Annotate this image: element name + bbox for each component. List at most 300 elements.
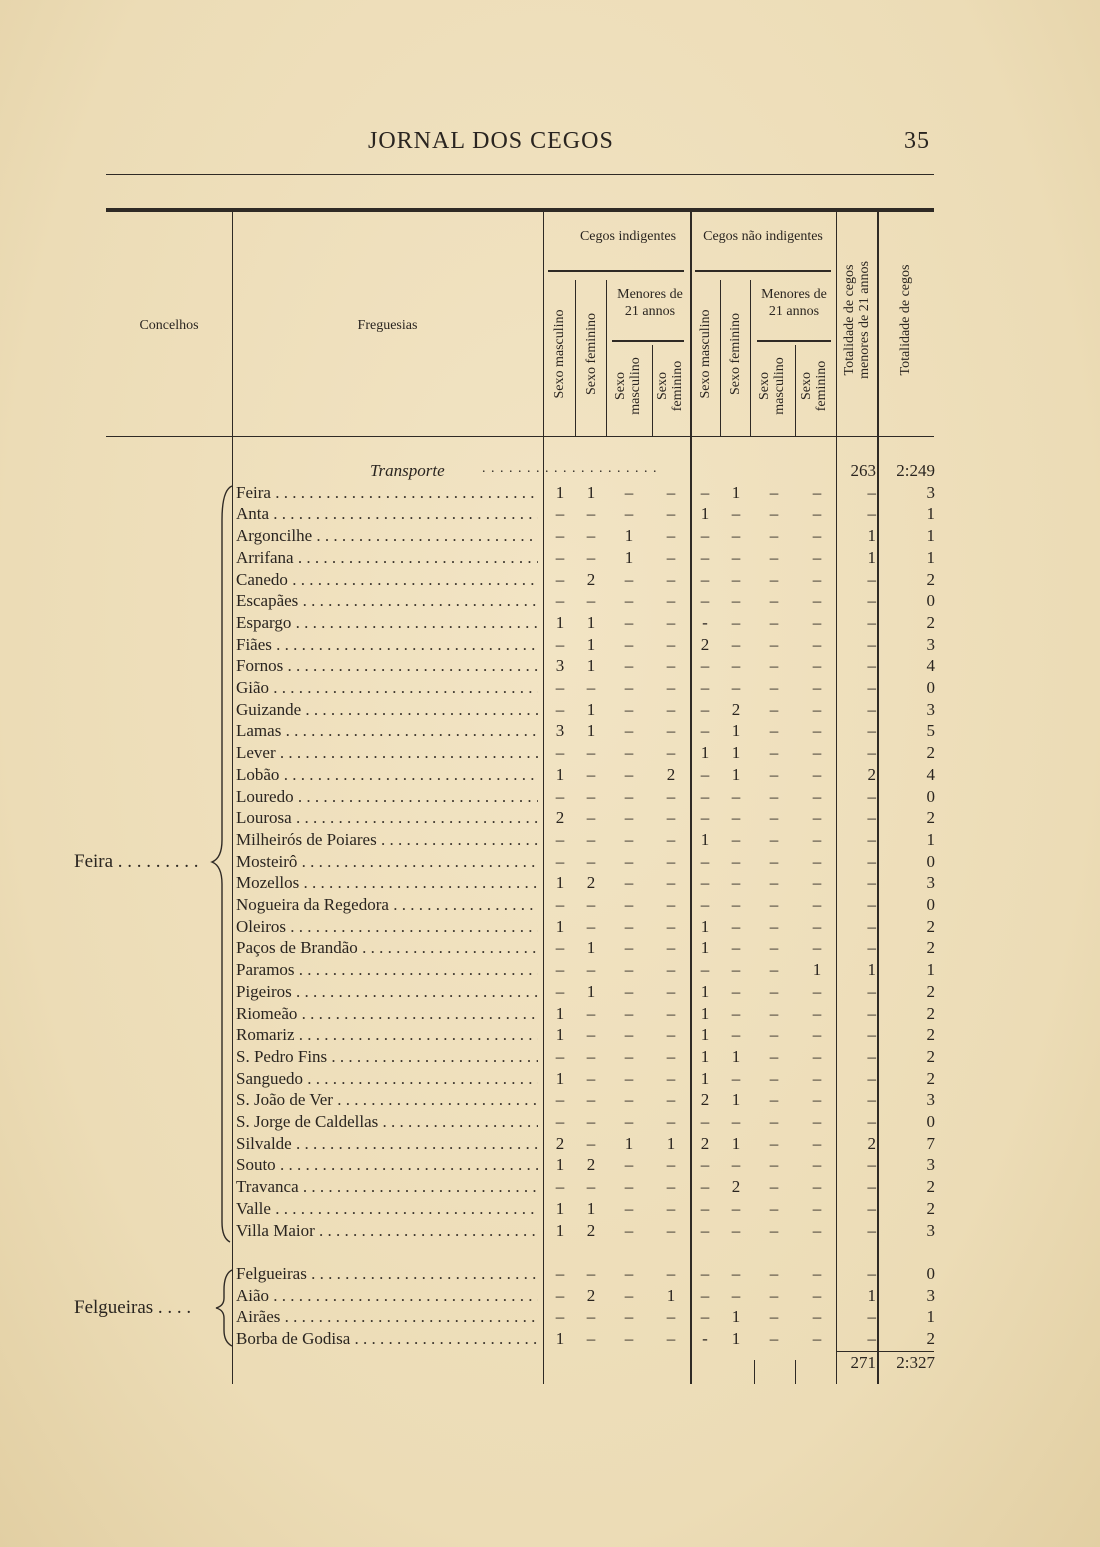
cell-value: – (731, 960, 741, 980)
cell-value: – (586, 678, 596, 697)
cell-value: – (700, 786, 710, 806)
cell-value: – (666, 634, 676, 654)
cell-value: – (731, 1220, 741, 1240)
cell-total-menores: 1 (867, 526, 876, 546)
cell-value: 1 (700, 829, 710, 849)
table-row (0, 1090, 1100, 1112)
cell-value: – (666, 1155, 676, 1175)
cell-value: 1 (586, 656, 596, 676)
cell-value: – (586, 1307, 596, 1327)
cell-value: – (812, 1198, 822, 1218)
cell-value: – (731, 1003, 741, 1023)
table-row (0, 570, 1100, 592)
cell-value: – (769, 1285, 779, 1305)
freguesia-name: Guizande . . . (236, 700, 538, 720)
cell-value: – (700, 1112, 710, 1131)
cell-value: – (812, 1263, 822, 1283)
cell-value: – (769, 1090, 779, 1110)
cell-value: 1 (731, 1046, 741, 1066)
cell-value: – (812, 482, 822, 502)
footer-total-menores: 271 (850, 1352, 876, 1372)
freguesia-name: Paramos . . . (236, 960, 538, 980)
cell-value: – (666, 526, 676, 546)
cell-value: – (586, 786, 596, 806)
cell-value: – (812, 786, 822, 806)
cell-value: 2 (731, 699, 741, 719)
cell-total: 1 (926, 504, 935, 524)
cell-value: – (769, 786, 779, 806)
table-row (0, 1134, 1100, 1156)
cell-value: – (586, 916, 596, 936)
cell-value: 1 (700, 504, 710, 524)
cell-total: 2 (926, 1198, 935, 1218)
table-row (0, 960, 1100, 982)
table-row (0, 1329, 1100, 1351)
cell-value: – (700, 526, 710, 546)
cell-value: 2 (555, 808, 565, 828)
freguesia-name: Valle . . . (236, 1199, 538, 1219)
cell-value: – (586, 1046, 596, 1066)
cell-value: – (586, 547, 596, 567)
cell-total: 2 (926, 743, 935, 763)
cell-value: 2 (700, 1090, 710, 1110)
cell-value: – (666, 482, 676, 502)
cell-value: – (586, 591, 596, 611)
cell-value: – (700, 851, 710, 871)
freguesia-name: Anta . . . (236, 504, 538, 524)
table-row (0, 1069, 1100, 1091)
cell-value: 1 (586, 721, 596, 741)
cell-value: – (731, 1263, 741, 1283)
cell-value: – (700, 764, 710, 784)
cell-value: – (812, 981, 822, 1001)
cell-value: – (624, 612, 634, 632)
cell-value: – (731, 1112, 741, 1131)
cell-value: – (700, 591, 710, 611)
cell-total-menores: 1 (867, 547, 876, 567)
freguesia-name: Argoncilhe . . . (236, 526, 538, 546)
cell-value: 2 (700, 634, 710, 654)
cell-total: 0 (926, 678, 935, 697)
cell-total-menores: – (867, 981, 876, 1001)
cell-value: 1 (731, 482, 741, 502)
cell-value: 1 (700, 743, 710, 763)
cell-value: – (624, 656, 634, 676)
cell-value: – (812, 829, 822, 849)
cell-value: 1 (555, 1003, 565, 1023)
cell-value: – (555, 938, 565, 958)
cell-total-menores: 2 (867, 764, 876, 784)
cell-value: – (700, 960, 710, 980)
cell-value: – (666, 895, 676, 914)
cell-value: – (555, 634, 565, 654)
cell-value: – (666, 1198, 676, 1218)
cell-value: 1 (555, 1220, 565, 1240)
cell-value: – (812, 873, 822, 893)
cell-value: – (700, 721, 710, 741)
cell-value: – (812, 721, 822, 741)
cell-value: – (812, 938, 822, 958)
cell-total: 3 (926, 634, 935, 654)
cell-total-menores: – (867, 612, 876, 632)
freguesia-name: Louredo . . . (236, 787, 538, 807)
cell-value: – (812, 1133, 822, 1153)
cell-value: – (586, 808, 596, 828)
cell-value: – (666, 743, 676, 763)
cell-value: – (812, 1112, 822, 1131)
cell-total: 0 (926, 1112, 935, 1131)
freguesia-name: Nogueira da Regedora . . . (236, 895, 538, 915)
cell-value: 1 (555, 612, 565, 632)
cell-value: – (812, 699, 822, 719)
cell-total: 2 (926, 569, 935, 589)
cell-total-menores: – (867, 1003, 876, 1023)
cell-total: 3 (926, 1220, 935, 1240)
cell-value: – (769, 1198, 779, 1218)
cell-total-menores: – (867, 1307, 876, 1327)
cell-value: – (624, 851, 634, 871)
cell-total: 2 (926, 916, 935, 936)
cell-value: – (700, 873, 710, 893)
cell-value: 1 (666, 1285, 676, 1305)
cell-value: – (731, 1285, 741, 1305)
cell-value: 1 (586, 612, 596, 632)
cell-value: – (624, 482, 634, 502)
cell-total: 3 (926, 1090, 935, 1110)
cell-value: 1 (555, 1198, 565, 1218)
header-indig-sexo-feminino: Sexo feminino (584, 312, 599, 396)
cell-value: – (624, 1025, 634, 1045)
cell-value: – (769, 634, 779, 654)
cell-value: 1 (700, 938, 710, 958)
freguesia-name: Mosteirô . . . (236, 852, 538, 872)
cell-value: – (555, 699, 565, 719)
cell-value: 1 (624, 526, 634, 546)
cell-value: – (769, 482, 779, 502)
cell-total: 3 (926, 1285, 935, 1305)
cell-value: – (555, 1307, 565, 1327)
cell-value: – (700, 656, 710, 676)
freguesia-name: Feira . . . (236, 483, 538, 503)
freguesia-name: Escapães . . . (236, 591, 538, 611)
table-row (0, 895, 1100, 917)
cell-value: – (666, 873, 676, 893)
cell-total-menores: – (867, 1198, 876, 1218)
cell-value: 1 (555, 873, 565, 893)
freguesia-name: Milheirós de Poiares . . . (236, 830, 538, 850)
freguesia-name: Gião . . . (236, 678, 538, 698)
cell-value: – (624, 569, 634, 589)
freguesia-name: Fornos . . . (236, 656, 538, 676)
cell-value: 1 (555, 1025, 565, 1045)
cell-value: – (586, 1329, 596, 1348)
table-row (0, 548, 1100, 570)
cell-value: – (624, 1285, 634, 1305)
cell-value: – (812, 612, 822, 632)
column-divider (795, 345, 796, 436)
cell-value: – (731, 851, 741, 871)
cell-value: – (769, 612, 779, 632)
cell-value: 1 (555, 916, 565, 936)
cell-value: – (666, 1112, 676, 1131)
cell-total-menores: – (867, 1155, 876, 1175)
table-row (0, 656, 1100, 678)
group-brace (548, 270, 684, 272)
cell-value: – (731, 591, 741, 611)
cell-total-menores: 2 (867, 1133, 876, 1153)
cell-value: – (666, 612, 676, 632)
column-divider (652, 345, 653, 436)
cell-value: – (700, 895, 710, 914)
cell-total-menores: 1 (867, 1285, 876, 1305)
cell-total: 2 (926, 1329, 935, 1348)
table-row (0, 938, 1100, 960)
cell-value: 1 (731, 1329, 741, 1348)
cell-value: – (666, 569, 676, 589)
cell-value: – (700, 482, 710, 502)
cell-value: – (555, 981, 565, 1001)
cell-value: – (700, 1285, 710, 1305)
cell-value: 1 (666, 1133, 676, 1153)
cell-value: 1 (731, 764, 741, 784)
freguesia-name: Oleiros . . . (236, 917, 538, 937)
cell-value: – (769, 1046, 779, 1066)
cell-value: – (666, 1329, 676, 1348)
cell-value: – (666, 1090, 676, 1110)
cell-value: – (666, 938, 676, 958)
cell-value: – (586, 504, 596, 524)
cell-value: – (624, 981, 634, 1001)
freguesia-name: S. Pedro Fins . . . (236, 1047, 538, 1067)
cell-value: 2 (666, 764, 676, 784)
cell-value: – (769, 873, 779, 893)
cell-value: – (624, 1177, 634, 1197)
cell-value: – (769, 547, 779, 567)
cell-value: – (555, 504, 565, 524)
cell-value: 1 (812, 960, 822, 980)
cell-value: – (731, 569, 741, 589)
cell-value: – (812, 678, 822, 697)
cell-value: – (624, 808, 634, 828)
concelho-braces (210, 480, 240, 1380)
freguesia-name: Airães . . . (236, 1307, 538, 1327)
cell-value: – (624, 1068, 634, 1088)
freguesia-name: S. João de Ver . . . (236, 1090, 538, 1110)
cell-value: – (769, 1003, 779, 1023)
table-row (0, 1155, 1100, 1177)
header-cegos-nao-indigentes: Cegos não indigentes (703, 229, 823, 244)
journal-title: JORNAL DOS CEGOS (368, 128, 614, 154)
cell-value: – (731, 938, 741, 958)
cell-total: 2 (926, 808, 935, 828)
cell-value: 1 (586, 699, 596, 719)
cell-total: 1 (926, 547, 935, 567)
cell-total-menores: – (867, 1090, 876, 1110)
cell-value: – (624, 916, 634, 936)
cell-value: – (812, 1155, 822, 1175)
cell-value: – (769, 764, 779, 784)
cell-value: – (769, 1155, 779, 1175)
cell-value: – (769, 1112, 779, 1131)
cell-value: – (700, 1177, 710, 1197)
cell-value: – (666, 786, 676, 806)
cell-total: 2 (926, 981, 935, 1001)
table-header-rule (106, 436, 934, 437)
cell-value: – (812, 808, 822, 828)
cell-total-menores: – (867, 1046, 876, 1066)
cell-value: – (700, 1155, 710, 1175)
cell-value: – (555, 1090, 565, 1110)
cell-value: 2 (586, 1155, 596, 1175)
cell-value: 1 (700, 1046, 710, 1066)
cell-total-menores: – (867, 873, 876, 893)
cell-value: – (812, 1177, 822, 1197)
cell-value: – (769, 1329, 779, 1348)
cell-value: – (769, 1068, 779, 1088)
cell-total: 0 (926, 851, 935, 871)
cell-value: – (731, 1198, 741, 1218)
cell-value: – (769, 808, 779, 828)
cell-value: – (624, 721, 634, 741)
cell-total-menores: – (867, 786, 876, 806)
cell-total: 0 (926, 786, 935, 806)
header-indig-menores-feminino: Sexo feminino (655, 360, 685, 412)
transport-total: 2:249 (896, 461, 935, 480)
cell-value: – (624, 1155, 634, 1175)
cell-total-menores: – (867, 829, 876, 849)
cell-value: – (666, 547, 676, 567)
cell-value: 1 (586, 981, 596, 1001)
freguesia-name: Travanca . . . (236, 1177, 538, 1197)
freguesia-name: Pigeiros . . . (236, 982, 538, 1002)
cell-value: – (555, 1112, 565, 1131)
cell-value: 1 (555, 1329, 565, 1348)
cell-value: 1 (731, 743, 741, 763)
cell-total: 3 (926, 482, 935, 502)
cell-total-menores: – (867, 678, 876, 697)
cell-value: – (555, 526, 565, 546)
header-nao-indig-sexo-feminino: Sexo feminino (728, 312, 743, 396)
cell-value: – (666, 1003, 676, 1023)
cell-value: – (700, 1220, 710, 1240)
cell-value: 1 (624, 1133, 634, 1153)
cell-value: 1 (586, 482, 596, 502)
column-divider (606, 280, 607, 436)
cell-value: – (624, 1329, 634, 1348)
cell-value: – (769, 851, 779, 871)
table-row (0, 1112, 1100, 1134)
cell-value: – (812, 504, 822, 524)
table-row (0, 1004, 1100, 1026)
cell-value: – (666, 829, 676, 849)
cell-value: 2 (700, 1133, 710, 1153)
freguesia-name: Espargo . . . (236, 613, 538, 633)
cell-total-menores: – (867, 699, 876, 719)
cell-total-menores: – (867, 851, 876, 871)
freguesia-name: Paços de Brandão . . . (236, 938, 538, 958)
cell-value: – (555, 678, 565, 697)
cell-total-menores: – (867, 1025, 876, 1045)
cell-value: – (624, 591, 634, 611)
cell-value: – (812, 1307, 822, 1327)
cell-value: – (555, 547, 565, 567)
cell-total-menores: – (867, 1329, 876, 1348)
cell-value: – (812, 569, 822, 589)
freguesia-name: Mozellos . . . (236, 873, 538, 893)
cell-value: – (624, 938, 634, 958)
cell-value: – (555, 743, 565, 763)
footer-total: 2:327 (896, 1352, 935, 1372)
cell-value: – (812, 1068, 822, 1088)
cell-value: – (700, 1198, 710, 1218)
cell-value: – (624, 873, 634, 893)
column-divider (720, 280, 721, 436)
cell-total-menores: – (867, 482, 876, 502)
freguesia-name: Riomeão . . . (236, 1004, 538, 1024)
cell-value: – (586, 1112, 596, 1131)
cell-value: 2 (555, 1133, 565, 1153)
cell-value: – (700, 547, 710, 567)
cell-value: – (731, 612, 741, 632)
cell-total: 3 (926, 1155, 935, 1175)
cell-value: – (731, 1155, 741, 1175)
cell-value: – (586, 1090, 596, 1110)
cell-total-menores: – (867, 569, 876, 589)
cell-value: – (812, 916, 822, 936)
table-row (0, 1221, 1100, 1243)
table-row (0, 743, 1100, 765)
freguesia-name: Silvalde . . . (236, 1134, 538, 1154)
cell-total-menores: – (867, 938, 876, 958)
header-totalidade: Totalidade de cegos (898, 264, 913, 376)
cell-value: – (555, 851, 565, 871)
cell-value: – (731, 504, 741, 524)
cell-value: 3 (555, 721, 565, 741)
cell-value: – (666, 1046, 676, 1066)
cell-value: 1 (731, 1090, 741, 1110)
cell-value: – (731, 1068, 741, 1088)
cell-value: – (666, 1025, 676, 1045)
cell-value: – (812, 656, 822, 676)
cell-value: – (586, 1177, 596, 1197)
cell-total: 4 (926, 764, 935, 784)
cell-value: – (769, 743, 779, 763)
cell-total: 2 (926, 1177, 935, 1197)
cell-value: – (769, 1177, 779, 1197)
cell-total-menores: – (867, 895, 876, 914)
cell-value: – (666, 1177, 676, 1197)
cell-value: – (731, 895, 741, 914)
header-totalidade-menores: Totalidade de cegos menores de 21 annos (842, 261, 872, 379)
table-row (0, 982, 1100, 1004)
cell-value: – (666, 699, 676, 719)
cell-value: – (555, 1263, 565, 1283)
cell-total: 0 (926, 1263, 935, 1283)
cell-value: 1 (731, 721, 741, 741)
freguesia-name: Lever . . . (236, 743, 538, 763)
cell-value: – (624, 1263, 634, 1283)
transport-row (0, 461, 1100, 483)
cell-value: – (624, 764, 634, 784)
transport-dots: . . . . . . . . . . . . . . . . . . . . (482, 461, 658, 476)
cell-value: – (731, 786, 741, 806)
cell-total-menores: – (867, 1112, 876, 1131)
cell-total: 4 (926, 656, 935, 676)
cell-value: – (700, 678, 710, 697)
cell-total-menores: – (867, 504, 876, 524)
cell-value: – (769, 895, 779, 914)
cell-value: – (769, 981, 779, 1001)
